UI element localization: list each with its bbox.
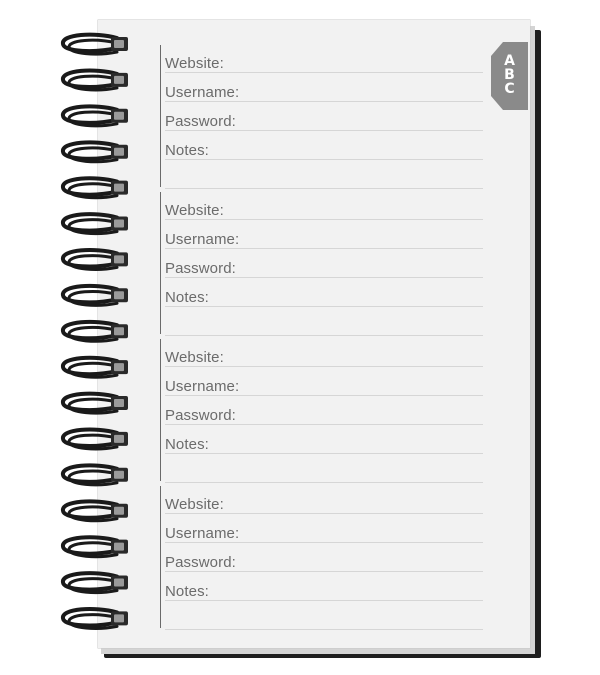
website-line (165, 72, 483, 73)
notes-extra-line (165, 335, 483, 336)
username-row[interactable] (165, 221, 483, 249)
spiral-coil (63, 394, 128, 413)
website-row[interactable] (165, 192, 483, 220)
username-line (165, 101, 483, 102)
notes-extra-row[interactable] (165, 455, 483, 483)
website-label: Website: (165, 55, 224, 72)
password-line (165, 130, 483, 131)
username-row[interactable] (165, 515, 483, 543)
index-tab-letter-a: A (504, 53, 515, 69)
spiral-coil (63, 573, 128, 592)
notes-line (165, 453, 483, 454)
notes-label: Notes: (165, 436, 209, 453)
index-tab-letter-c: C (504, 81, 515, 97)
spiral-coil (63, 358, 128, 377)
website-line (165, 219, 483, 220)
username-row[interactable] (165, 74, 483, 102)
spiral-coil (63, 430, 128, 449)
spiral-coil (63, 35, 128, 54)
spiral-coil (63, 537, 128, 556)
notes-extra-line (165, 188, 483, 189)
password-line (165, 277, 483, 278)
username-label: Username: (165, 231, 240, 248)
website-label: Website: (165, 202, 224, 219)
notes-line (165, 159, 483, 160)
password-line (165, 571, 483, 572)
spiral-binding-art (55, 30, 135, 640)
password-label: Password: (165, 407, 236, 424)
spiral-coil (63, 178, 128, 197)
spiral-coil (63, 501, 128, 520)
index-tab-letter-b: B (504, 67, 515, 83)
spiral-binding (55, 30, 135, 640)
password-label: Password: (165, 260, 236, 277)
spiral-coil (63, 322, 128, 341)
username-label: Username: (165, 525, 240, 542)
username-label: Username: (165, 378, 240, 395)
notes-line (165, 600, 483, 601)
password-row[interactable] (165, 544, 483, 572)
password-entry-1 (160, 45, 486, 187)
spiral-coil (63, 71, 128, 90)
website-row[interactable] (165, 486, 483, 514)
website-line (165, 513, 483, 514)
password-line (165, 424, 483, 425)
password-entry-4 (160, 486, 486, 628)
username-line (165, 395, 483, 396)
spiral-coil (63, 106, 128, 125)
website-label: Website: (165, 349, 224, 366)
website-label: Website: (165, 496, 224, 513)
username-line (165, 248, 483, 249)
spiral-coil (63, 465, 128, 484)
notes-row[interactable] (165, 132, 483, 160)
website-line (165, 366, 483, 367)
spiral-coil (63, 214, 128, 233)
notes-row[interactable] (165, 573, 483, 601)
notes-extra-row[interactable] (165, 602, 483, 630)
notes-line (165, 306, 483, 307)
notes-label: Notes: (165, 583, 209, 600)
spiral-coil (63, 250, 128, 269)
notes-extra-row[interactable] (165, 161, 483, 189)
password-label: Password: (165, 113, 236, 130)
username-row[interactable] (165, 368, 483, 396)
notes-extra-line (165, 482, 483, 483)
password-entry-2 (160, 192, 486, 334)
notes-extra-line (165, 629, 483, 630)
notes-label: Notes: (165, 142, 209, 159)
spiral-coil (63, 286, 128, 305)
password-label: Password: (165, 554, 236, 571)
index-tab-abc[interactable] (491, 42, 528, 110)
password-row[interactable] (165, 397, 483, 425)
index-tab-letters (491, 54, 528, 96)
username-label: Username: (165, 84, 240, 101)
spiral-coil (63, 142, 128, 161)
notes-row[interactable] (165, 426, 483, 454)
password-row[interactable] (165, 103, 483, 131)
password-entry-3 (160, 339, 486, 481)
password-row[interactable] (165, 250, 483, 278)
password-entries (160, 45, 485, 635)
website-row[interactable] (165, 339, 483, 367)
spiral-coil (63, 609, 128, 628)
notes-row[interactable] (165, 279, 483, 307)
notes-label: Notes: (165, 289, 209, 306)
username-line (165, 542, 483, 543)
notes-extra-row[interactable] (165, 308, 483, 336)
website-row[interactable] (165, 45, 483, 73)
